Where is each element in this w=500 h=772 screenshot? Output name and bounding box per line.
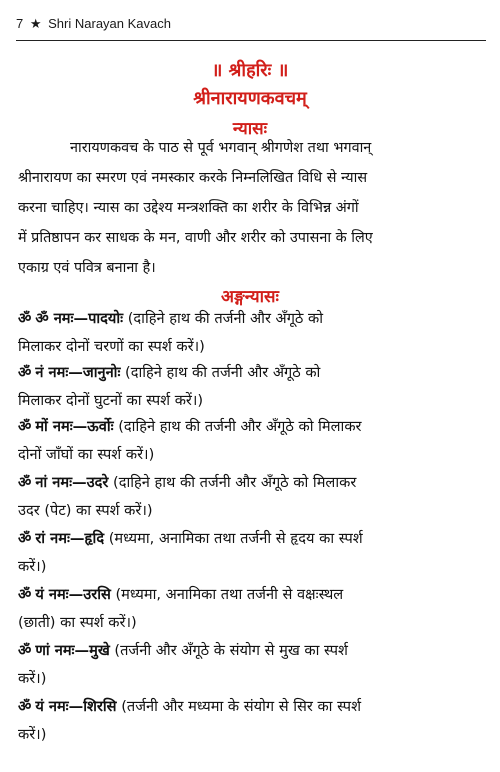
om-symbol: ॐ <box>18 642 32 659</box>
intro-line: नारायणकवच के पाठ से पूर्व भगवान् श्रीगणेश तथा भगवान् <box>70 140 372 156</box>
invocation-heading: ॥ श्रीहरिः ॥ <box>211 60 289 81</box>
instruction-continuation: करें।) <box>18 558 47 575</box>
instruction-continuation: दोनों जाँघों का स्पर्श करें।) <box>18 446 155 463</box>
mantra <box>18 474 108 491</box>
instruction-continuation: उदर (पेट) का स्पर्श करें।) <box>18 502 153 519</box>
mantra <box>18 642 110 659</box>
mantra-text: नं नमः—जानुनोः <box>35 364 121 381</box>
page-number: 7 <box>16 16 24 31</box>
entry-first-line <box>18 308 323 330</box>
mantra-text: यं नमः—शिरसि <box>35 698 117 715</box>
om-symbol: ॐ <box>18 530 32 547</box>
instruction-text: (मध्यमा, अनामिका तथा तर्जनी से वक्षःस्थल <box>115 586 344 603</box>
mantra-text: मों नमः—ऊर्वोः <box>35 418 114 435</box>
mantra <box>18 310 123 327</box>
entry-first-line <box>18 528 363 550</box>
om-symbol: ॐ <box>18 698 32 715</box>
instruction-text: (दाहिने हाथ की तर्जनी और अँगूठे को <box>127 310 324 327</box>
mantra-text: नां नमः—उदरे <box>35 474 109 491</box>
instruction-text: (दाहिने हाथ की तर्जनी और अँगूठे को मिलाकर <box>118 418 362 435</box>
mantra-text: ॐ नमः—पादयोः <box>35 310 124 327</box>
om-symbol: ॐ <box>18 364 32 381</box>
instruction-text: (तर्जनी और मध्यमा के संयोग से सिर का स्पर्श <box>121 698 361 715</box>
mantra <box>18 418 114 435</box>
instruction-continuation: करें।) <box>18 670 47 687</box>
instruction-continuation: मिलाकर दोनों चरणों का स्पर्श करें।) <box>18 338 205 355</box>
om-symbol: ॐ <box>18 418 32 435</box>
star-icon: ★ <box>29 16 42 31</box>
entry-first-line <box>18 362 320 384</box>
intro-line: करना चाहिए। न्यास का उद्देश्य मन्त्रशक्ति का शरीर के विभिन्न अंगों <box>18 200 359 216</box>
instruction-continuation: करें।) <box>18 726 47 743</box>
intro-line: में प्रतिष्ठापन कर साधक के मन, वाणी और शरीर को उपासना के लिए <box>18 230 373 246</box>
anganyasa-heading: अङ्गन्यासः <box>221 287 279 307</box>
mantra <box>18 530 104 547</box>
mantra <box>18 364 120 381</box>
entry-first-line <box>18 416 362 438</box>
mantra-text: रां नमः—हृदि <box>35 530 105 547</box>
mantra <box>18 586 111 603</box>
om-symbol: ॐ <box>18 310 32 327</box>
instruction-text: (तर्जनी और अँगूठे के संयोग से मुख का स्पर्श <box>114 642 348 659</box>
instruction-text: (दाहिने हाथ की तर्जनी और अँगूठे को <box>125 364 321 381</box>
instruction-text: (मध्यमा, अनामिका तथा तर्जनी से हृदय का स्पर्श <box>108 530 363 547</box>
intro-line: एकाग्र एवं पवित्र बनाना है। <box>18 260 156 276</box>
mantra <box>18 698 117 715</box>
instruction-continuation: (छाती) का स्पर्श करें।) <box>18 614 137 631</box>
entry-first-line <box>18 472 356 494</box>
om-symbol: ॐ <box>18 474 32 491</box>
book-title: Shri Narayan Kavach <box>48 16 171 31</box>
entry-first-line <box>18 696 361 718</box>
mantra-text: णां नमः—मुखे <box>35 642 110 659</box>
title-heading: श्रीनारायणकवचम् <box>193 88 307 109</box>
running-head <box>16 16 171 32</box>
nyasa-heading: न्यासः <box>232 119 268 139</box>
om-symbol: ॐ <box>18 586 32 603</box>
instruction-continuation: मिलाकर दोनों घुटनों का स्पर्श करें।) <box>18 392 204 409</box>
mantra-text: यं नमः—उरसि <box>35 586 111 603</box>
entry-first-line <box>18 640 348 662</box>
instruction-text: (दाहिने हाथ की तर्जनी और अँगूठे को मिलाकर <box>113 474 357 491</box>
header-rule <box>16 40 486 41</box>
intro-line: श्रीनारायण का स्मरण एवं नमस्कार करके निम्नलिखित विधि से न्यास <box>18 170 368 186</box>
entry-first-line <box>18 584 343 606</box>
